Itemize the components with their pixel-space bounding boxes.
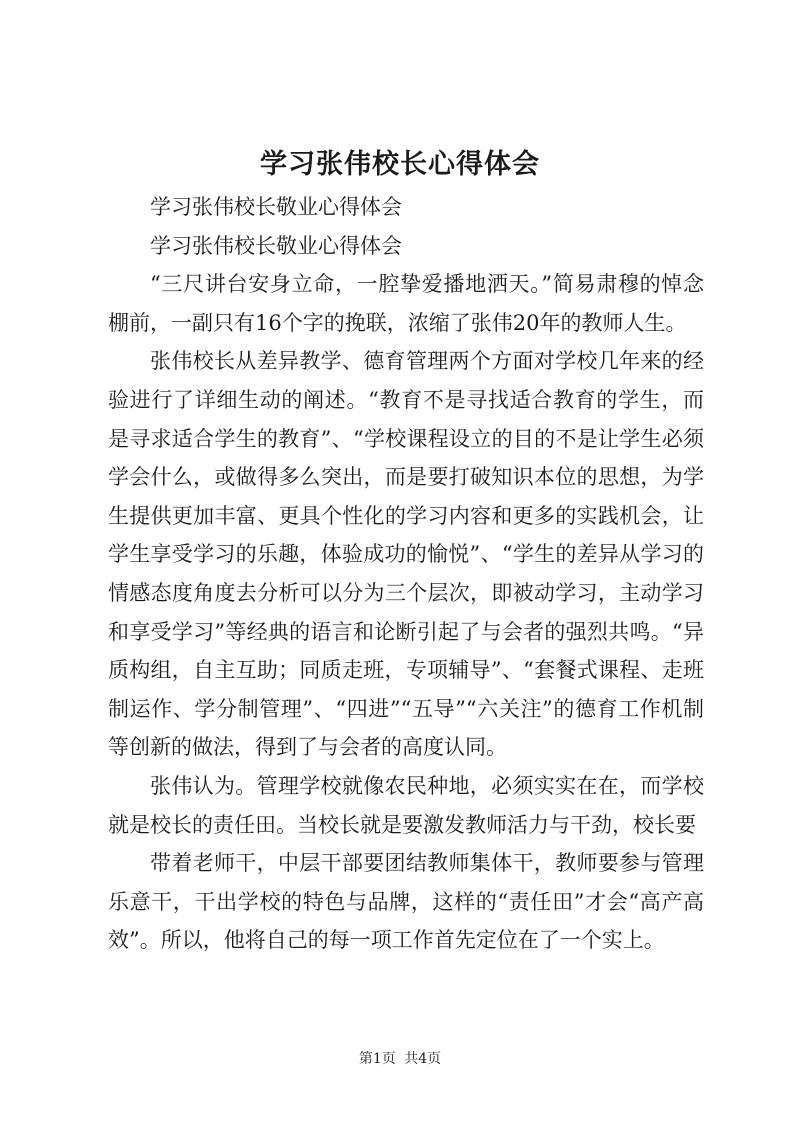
document-title: 学习张伟校长心得体会 xyxy=(260,149,540,180)
paragraph-subtitle-2: 学习张伟校长敬业心得体会 xyxy=(150,233,402,258)
page-footer xyxy=(0,1048,800,1068)
paragraph-teaching-experience: 张伟校长从差异教学、德育管理两个方面对学校几年来的经验进行了详细生动的阐述。“教育不是寻找适合教育的学生，而是寻求适合学生的教育”、“学校课程设立的目的不是让学生必须学会什么，或做得多么突出，而是要打破知识本位的思想，为学生提供更加丰富、更具个性化的学习内容和更多的实践机会，让学生享受学习的乐趣，体验成功的愉悦”、“学生的差异从学习的情感态度角度去分析可以分为三个层次，即被动学习，主动学习和享受学习”等经典的语言和论断引起了与会者的强烈共鸣。“异质构组，自主互助；同质走班，专项辅导”、“套餐式课程、走班制运作、学分制管理”、“四进”“五导”“六关注”的德育工作机制等创新的做法，得到了与会者的高度认同。 xyxy=(108,349,704,760)
paragraph-couplet: “三尺讲台安身立命，一腔挚爱播地洒天。”简易肃穆的悼念棚前，一副只有16个字的挽联，浓缩了张伟20年的教师人生。 xyxy=(108,272,704,335)
page-total: 共4页 xyxy=(404,1051,442,1067)
paragraph-responsibility-field: 带着老师干，中层干部要团结教师集体干，教师要参与管理乐意干，干出学校的特色与品牌，这样的“责任田”才会“高产高效”。所以，他将自己的每一项工作首先定位在了一个实上。 xyxy=(108,851,704,953)
paragraph-subtitle-1: 学习张伟校长敬业心得体会 xyxy=(150,195,402,219)
paragraph-management-view: 张伟认为。管理学校就像农民种地，必须实实在在，而学校就是校长的责任田。当校长就是要激发教师活力与干劲，校长要 xyxy=(108,773,704,837)
document-body xyxy=(108,188,704,960)
page-number: 第1页 xyxy=(358,1051,396,1067)
